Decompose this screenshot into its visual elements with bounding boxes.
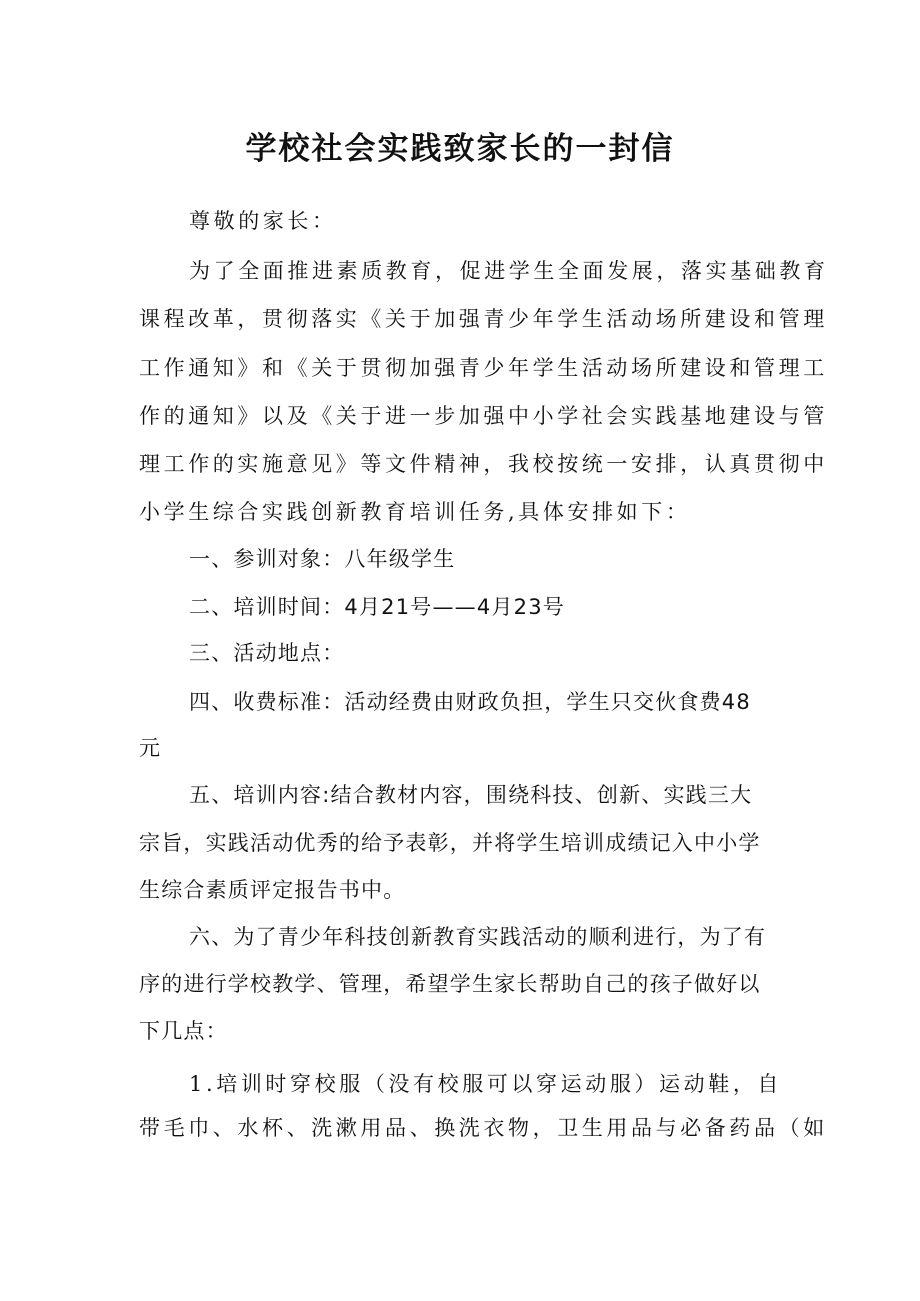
requirement-1: 带毛巾、水杯、洗漱用品、换洗衣物，卫生用品与必备药品（如 [139,1116,828,1140]
item-fees: 元 [139,736,162,760]
item-content: 生综合素质评定报告书中。 [139,878,406,902]
salutation: 尊敬的家长： [189,209,337,233]
intro-line: 工作通知》和《关于贯彻加强青少年学生活动场所建设和管理工 [139,356,828,380]
letter-title: 学校社会实践致家长的一封信 [245,131,675,167]
intro-line: 课程改革，贯彻落实《关于加强青少年学生活动场所建设和管理 [139,307,828,331]
item-training-time: 二、培训时间：4月21号——4月23号 [189,595,565,619]
intro-line: 理工作的实施意见》等文件精神，我校按统一安排，认真贯彻中 [139,452,828,476]
item-requirements: 序的进行学校教学、管理，希望学生家长帮助自己的孩子做好以 [139,972,761,996]
item-fees: 四、收费标准：活动经费由财政负担，学生只交伙食费48 [189,690,751,714]
intro-line: 小学生综合实践创新教育培训任务,具体安排如下： [139,500,691,524]
requirement-1: 1.培训时穿校服（没有校服可以穿运动服）运动鞋，自 [189,1072,783,1096]
item-requirements: 六、为了青少年科技创新教育实践活动的顺利进行，为了有 [189,925,767,949]
intro-line: 作的通知》以及《关于进一步加强中小学社会实践基地建设与管 [139,404,828,428]
intro-line: 为了全面推进素质教育，促进学生全面发展，落实基础教育 [189,259,829,283]
item-requirements: 下几点： [139,1019,228,1043]
item-content: 五、培训内容:结合教材内容，围绕科技、创新、实践三大 [189,783,753,807]
item-participants: 一、参训对象：八年级学生 [189,547,456,571]
item-content: 宗旨，实践活动优秀的给予表彰，并将学生培训成绩记入中小学 [139,831,761,855]
item-location: 三、活动地点： [189,641,345,665]
